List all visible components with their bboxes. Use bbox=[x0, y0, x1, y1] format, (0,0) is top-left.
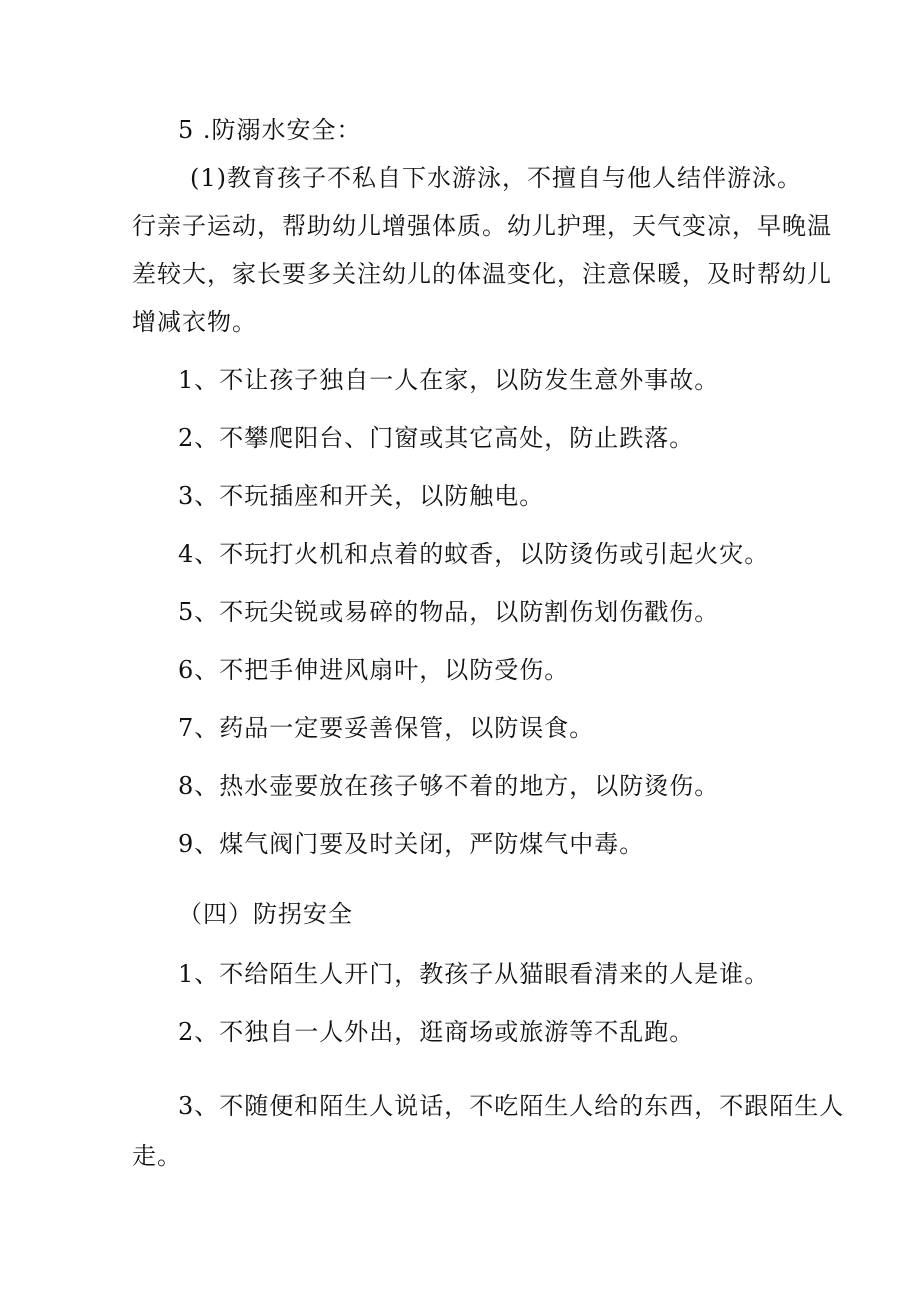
home-safety-item: 8、热水壶要放在孩子够不着的地方，以防烫伤。 bbox=[178, 772, 720, 800]
home-safety-item: 2、不攀爬阳台、门窗或其它高处，防止跌落。 bbox=[178, 424, 695, 452]
anti-abduction-item-continuation: 走。 bbox=[132, 1142, 182, 1170]
home-safety-item: 5、不玩尖锐或易碎的物品，以防割伤划伤戳伤。 bbox=[178, 598, 720, 626]
section4-heading: （四）防拐安全 bbox=[178, 900, 353, 928]
section5-item-1: (1)教育孩子不私自下水游泳，不擅自与他人结伴游泳。 bbox=[190, 164, 802, 192]
paragraph-line: 差较大，家长要多关注幼儿的体温变化，注意保暖，及时帮幼儿 bbox=[132, 260, 832, 288]
section5-heading: 5 .防溺水安全： bbox=[178, 116, 362, 144]
home-safety-item: 9、煤气阀门要及时关闭，严防煤气中毒。 bbox=[178, 830, 645, 858]
home-safety-item: 6、不把手伸进风扇叶，以防受伤。 bbox=[178, 656, 570, 684]
home-safety-item: 4、不玩打火机和点着的蚊香，以防烫伤或引起火灾。 bbox=[178, 540, 770, 568]
paragraph-line: 行亲子运动，帮助幼儿增强体质。幼儿护理，天气变凉，早晚温 bbox=[132, 212, 832, 240]
home-safety-item: 3、不玩插座和开关，以防触电。 bbox=[178, 482, 545, 510]
anti-abduction-item: 3、不随便和陌生人说话，不吃陌生人给的东西，不跟陌生人 bbox=[178, 1092, 845, 1120]
paragraph-line: 增减衣物。 bbox=[132, 308, 257, 336]
home-safety-item: 1、不让孩子独自一人在家，以防发生意外事故。 bbox=[178, 366, 720, 394]
anti-abduction-item: 2、不独自一人外出，逛商场或旅游等不乱跑。 bbox=[178, 1018, 695, 1046]
home-safety-item: 7、药品一定要妥善保管，以防误食。 bbox=[178, 714, 595, 742]
anti-abduction-item: 1、不给陌生人开门，教孩子从猫眼看清来的人是谁。 bbox=[178, 960, 770, 988]
